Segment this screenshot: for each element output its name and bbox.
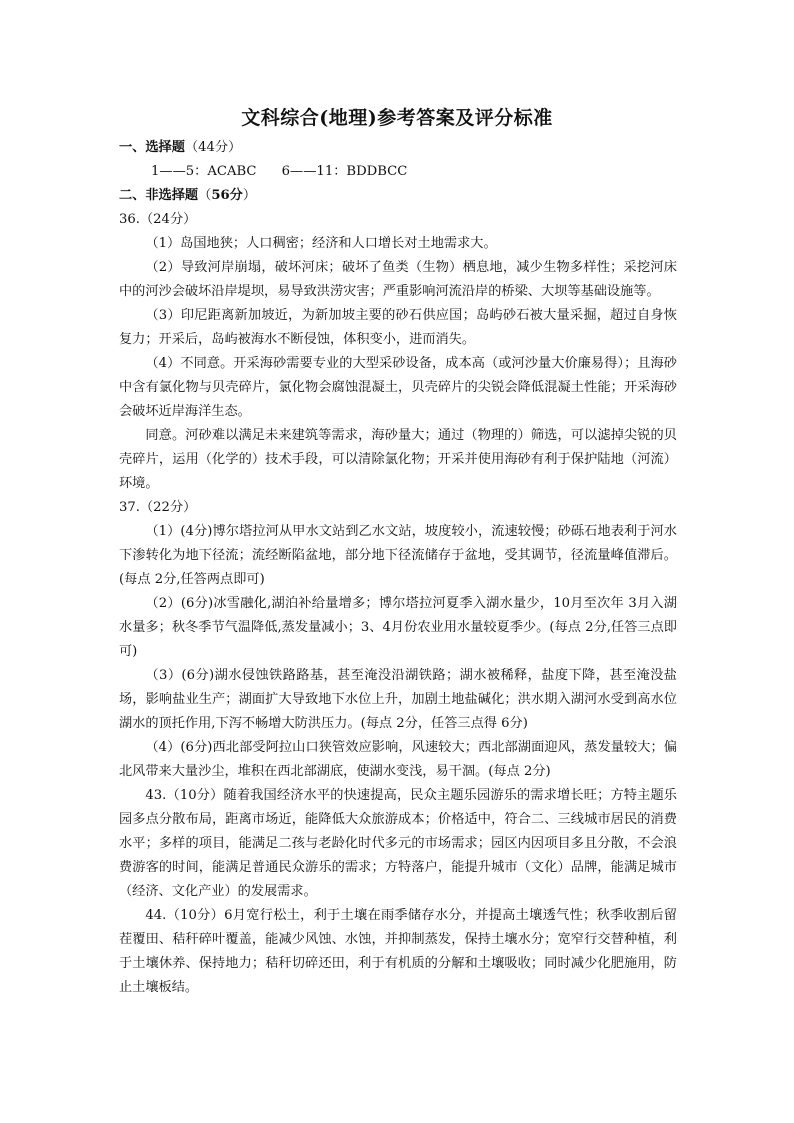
q37-answer-4: （4）(6分)西北部受阿拉山口狭管效应影响，风速较大；西北部湖面迎风，蒸发量较大；偏北风带来大量沙尘，堆积在西北部湖底，使湖水变浅，易干涸。(每点 2分): [119, 740, 677, 779]
q36-answer-4-alt: 同意。河砂难以满足未来建筑等需求，海砂量大；通过（物理的）筛选，可以滤掉尖锐的贝壳碎片，运用（化学的）技术手段，可以清除氯化物；开采并使用海砂有利于保护陆地（河流）环境。: [119, 428, 677, 491]
section-1-label: 一、选择题: [119, 140, 185, 155]
choice-answers-1-5: 1——5：ACABC: [151, 164, 257, 179]
q37-answer-3: （3）(6分)湖水侵蚀铁路路基，甚至淹没沿湖铁路；湖水被稀释，盐度下降，甚至淹没盐场，影响盐业生产；湖面扩大导致地下水位上升，加剧土地盐碱化；洪水期入湖河水受到高水位湖水的顶托作用,下泻不畅增大防洪压力。(每点 2分，任答三点得 6分): [119, 668, 677, 731]
q44-answer: 44.（10分）6月宽行松土，利于土壤在雨季储存水分，并提高土壤透气性；秋季收割后留茬覆田、秸秆碎叶覆盖，能减少风蚀、水蚀，并抑制蒸发，保持土壤水分；宽窄行交替种植，利于土壤休养、保持地力；秸秆切碎还田，利于有机质的分解和土壤吸收；同时减少化肥施用，防止土壤板结。: [119, 908, 677, 995]
page-title: 文科综合(地理)参考答案及评分标准: [241, 107, 553, 129]
q37-answer-1: （1）(4分)博尔塔拉河从甲水文站到乙水文站，坡度较小，流速较慢；砂砾石地表利于河水下渗转化为地下径流；流经断陷盆地，部分地下径流储存于盆地，受其调节，径流量峰值滞后。(每点 2分,任答两点即可): [119, 524, 677, 587]
q37-answer-2: （2）(6分)冰雪融化,湖泊补给量增多；博尔塔拉河夏季入湖水量少，10月至次年 3月入湖水量多；秋冬季节气温降低,蒸发量减小；3、4月份农业用水量较夏季少。(每点 2分,任答三点即可): [119, 596, 677, 659]
section-1-score: （44分）: [184, 140, 242, 155]
section-1-heading: [119, 136, 677, 160]
section-2-heading: [119, 184, 677, 208]
answer-content: [119, 136, 677, 1000]
q36-answer-3: （3）印尼距离新加坡近，为新加坡主要的砂石供应国；岛屿砂石被大量采掘，超过自身恢复力；开采后，岛屿被海水不断侵蚀，体积变小，进而消失。: [119, 308, 677, 347]
q36-heading: 36.（24分）: [119, 212, 197, 227]
choice-answers: [119, 160, 677, 184]
q36-answer-2: （2）导致河岸崩塌，破坏河床；破坏了鱼类（生物）栖息地，减少生物多样性；采挖河床中的河沙会破坏沿岸堤坝，易导致洪涝灾害；严重影响河流沿岸的桥梁、大坝等基础设施等。: [119, 260, 677, 299]
q43-answer: 43.（10分）随着我国经济水平的快速提高，民众主题乐园游乐的需求增长旺；方特主题乐园多点分散布局，距离市场近，能降低大众旅游成本；价格适中，符合二、三线城市居民的消费水平；多样的项目，能满足二孩与老龄化时代多元的市场需求；园区内因项目多且分散，不会浪费游客的时间，能满足普通民众游乐的需求；方特落户，能提升城市（文化）品牌，能满足城市（经济、文化产业）的发展需求。: [119, 788, 677, 899]
q36-answer-1: （1）岛国地狭；人口稠密；经济和人口增长对土地需求大。: [145, 236, 497, 251]
choice-answers-6-11: 6——11：BDDBCC: [281, 164, 408, 179]
q36-answer-4: （4）不同意。开采海砂需要专业的大型采砂设备，成本高（或河沙量大价廉易得）；且海砂中含有氯化物与贝壳碎片，氯化物会腐蚀混凝土，贝壳碎片的尖锐会降低混凝土性能；开采海砂会破坏近岸海洋生态。: [119, 356, 677, 419]
section-2-score: （56分）: [198, 188, 257, 203]
q37-heading: 37.（22分）: [119, 500, 197, 515]
section-2-label: 二、非选择题: [119, 188, 199, 203]
